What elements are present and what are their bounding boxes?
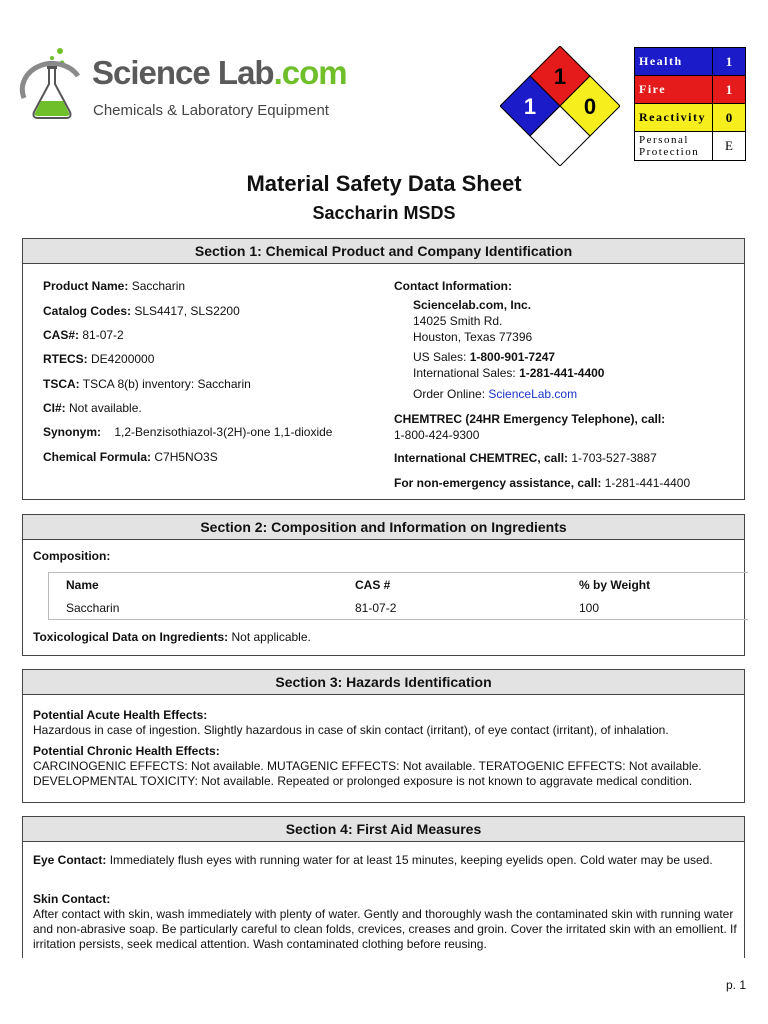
contact-label: Contact Information: bbox=[394, 279, 512, 293]
hmis-label: Personal Protection bbox=[635, 132, 713, 161]
chemtrec-label: CHEMTREC (24HR Emergency Telephone), call: bbox=[394, 412, 666, 426]
toxicological-data: Toxicological Data on Ingredients: Not applicable. bbox=[33, 630, 311, 644]
catalog-codes-row: Catalog Codes: SLS4417, SLS2200 bbox=[43, 304, 240, 318]
rtecs-row: RTECS: DE4200000 bbox=[43, 352, 155, 366]
hmis-row-fire bbox=[635, 76, 746, 104]
chronic-effects: Potential Chronic Health Effects: CARCINOGENIC EFFECTS: Not available. MUTAGENIC EFFECTS: Not available. TERATOGENIC EFFECTS: Not available. DEVELOPMENTAL TOXICITY: Not available. Repeated or prolonged exposure is not known to aggravate medical condition. bbox=[33, 744, 702, 788]
company-name: Sciencelab.com, Inc. bbox=[413, 298, 532, 312]
section-4 bbox=[22, 816, 745, 958]
section-heading: Section 1: Chemical Product and Company Identification bbox=[23, 239, 744, 264]
section-1 bbox=[22, 238, 745, 500]
tsca-row: TSCA: TSCA 8(b) inventory: Saccharin bbox=[43, 377, 251, 391]
hmis-row-reactivity bbox=[635, 104, 746, 132]
section-heading: Section 2: Composition and Information on Ingredients bbox=[23, 515, 744, 540]
table-cell: 100 bbox=[579, 600, 600, 615]
composition-label: Composition: bbox=[33, 549, 111, 563]
hmis-rating-table bbox=[634, 47, 746, 161]
section-2 bbox=[22, 514, 745, 656]
table-cell: Saccharin bbox=[66, 600, 120, 615]
hmis-value: 1 bbox=[713, 76, 746, 104]
hmis-row-health bbox=[635, 48, 746, 76]
hmis-label: Reactivity bbox=[635, 104, 713, 132]
nfpa-reactivity-rating: 0 bbox=[583, 94, 597, 119]
column-header: % by Weight bbox=[579, 577, 651, 592]
hmis-label: Health bbox=[635, 48, 713, 76]
synonym-row: Synonym: 1,2-Benzisothiazol-3(2H)-one 1,1-dioxide bbox=[43, 425, 333, 439]
page-number: p. 1 bbox=[725, 978, 746, 992]
table-header-row bbox=[49, 573, 749, 597]
composition-table bbox=[48, 572, 748, 620]
logo-tagline: Chemicals & Laboratory Equipment bbox=[93, 102, 329, 119]
flask-icon bbox=[18, 46, 92, 126]
table-row bbox=[49, 596, 749, 620]
page-title: Material Safety Data Sheet bbox=[246, 171, 522, 196]
chemtrec-number: 1-800-424-9300 bbox=[394, 428, 480, 442]
sciencelab-logo bbox=[18, 46, 347, 126]
page-subtitle: Saccharin MSDS bbox=[312, 203, 456, 223]
address-line-1: 14025 Smith Rd. bbox=[413, 314, 503, 328]
cas-row: CAS#: 81-07-2 bbox=[43, 328, 124, 342]
table-cell: 81-07-2 bbox=[355, 600, 397, 615]
skin-contact: Skin Contact: After contact with skin, wash immediately with plenty of water. Gently and thoroughly wash the contaminated skin with running water and non-abrasive soap. Be particularly careful to clean folds, crevices, creases and groin. Cover the irritated skin with an emollient. If irritation persists, seek medical attention. Wash contaminated clothing before reusing. bbox=[33, 892, 737, 951]
hmis-label: Fire bbox=[635, 76, 713, 104]
intl-chemtrec: International CHEMTREC, call: 1-703-527-3887 bbox=[394, 451, 657, 465]
hmis-row-protection bbox=[635, 132, 746, 161]
hmis-value: 1 bbox=[713, 48, 746, 76]
section-heading: Section 3: Hazards Identification bbox=[23, 670, 744, 695]
address-line-2: Houston, Texas 77396 bbox=[413, 330, 533, 344]
nfpa-health-rating: 1 bbox=[523, 94, 537, 119]
eye-contact: Eye Contact: Immediately flush eyes with running water for at least 15 minutes, keeping eyelids open. Cold water may be used. bbox=[33, 853, 713, 867]
ci-row: CI#: Not available. bbox=[43, 401, 142, 415]
nfpa-diamond bbox=[500, 46, 620, 166]
logo-brand-text: Science Lab.com bbox=[92, 54, 347, 91]
section-3 bbox=[22, 669, 745, 803]
chemical-formula-row: Chemical Formula: C7H5NO3S bbox=[43, 450, 218, 464]
hmis-value: E bbox=[713, 132, 746, 161]
non-emergency: For non-emergency assistance, call: 1-281-441-4400 bbox=[394, 476, 691, 490]
hmis-value: 0 bbox=[713, 104, 746, 132]
intl-sales: International Sales: 1-281-441-4400 bbox=[413, 366, 605, 380]
nfpa-fire-rating: 1 bbox=[553, 64, 567, 89]
acute-effects: Potential Acute Health Effects: Hazardous in case of ingestion. Slightly hazardous in case of skin contact (irritant), of eye contact (irritant), of inhalation. bbox=[33, 708, 669, 737]
order-online: Order Online: ScienceLab.com bbox=[413, 387, 578, 401]
column-header: Name bbox=[66, 577, 99, 592]
us-sales: US Sales: 1-800-901-7247 bbox=[413, 350, 556, 364]
column-header: CAS # bbox=[355, 577, 391, 592]
order-online-link[interactable]: ScienceLab.com bbox=[488, 387, 578, 401]
product-name-row: Product Name: Saccharin bbox=[43, 279, 186, 293]
section-heading: Section 4: First Aid Measures bbox=[23, 817, 744, 842]
